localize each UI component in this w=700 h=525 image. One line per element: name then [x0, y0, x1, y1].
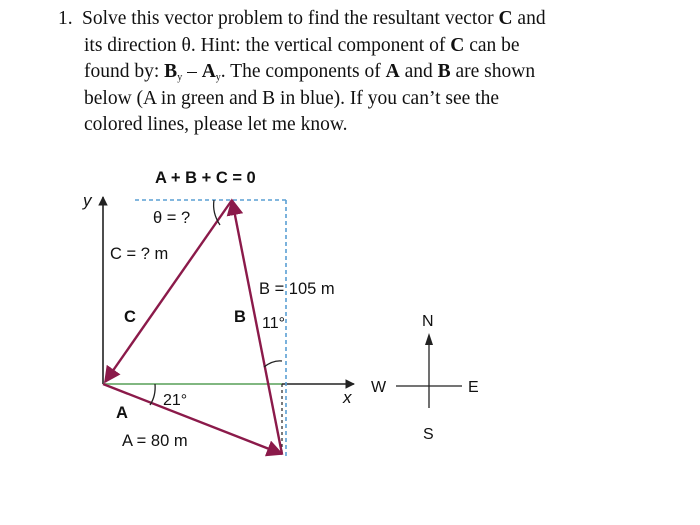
problem-line-2: its direction θ. Hint: the vertical component of C can be — [84, 34, 520, 56]
problem-line-5: colored lines, please let me know. — [84, 114, 348, 135]
problem-line-1: Solve this vector problem to find the resultant vector C and — [82, 8, 546, 29]
b-angle-arc — [264, 361, 282, 367]
equation-label: A + B + C = 0 — [155, 169, 256, 187]
a-magnitude-label: A = 80 m — [122, 432, 188, 450]
problem-number: 1. — [58, 8, 73, 29]
vector-c — [105, 200, 232, 382]
a-vector-label: A — [116, 404, 128, 422]
b-vector-label: B — [234, 308, 246, 326]
theta-label: θ = ? — [153, 209, 191, 227]
x-axis-label: x — [343, 388, 352, 407]
compass-east: E — [468, 379, 479, 396]
problem-line-4: below (A in green and B in blue). If you can’t see the — [84, 87, 499, 109]
compass-west: W — [371, 379, 387, 396]
b-magnitude-label: B = 105 m — [259, 280, 335, 298]
y-axis-label: y — [83, 191, 92, 210]
c-magnitude-label: C = ? m — [110, 245, 169, 263]
compass-rose — [371, 313, 479, 443]
a-angle-label: 21° — [163, 392, 188, 409]
c-vector-label: C — [124, 308, 136, 326]
compass-north: N — [422, 313, 434, 330]
problem-line-3: found by: $B_y - A_y$. The components of A and B are shown — [84, 61, 536, 83]
b-angle-label: 11° — [262, 315, 286, 332]
compass-south: S — [423, 426, 434, 443]
